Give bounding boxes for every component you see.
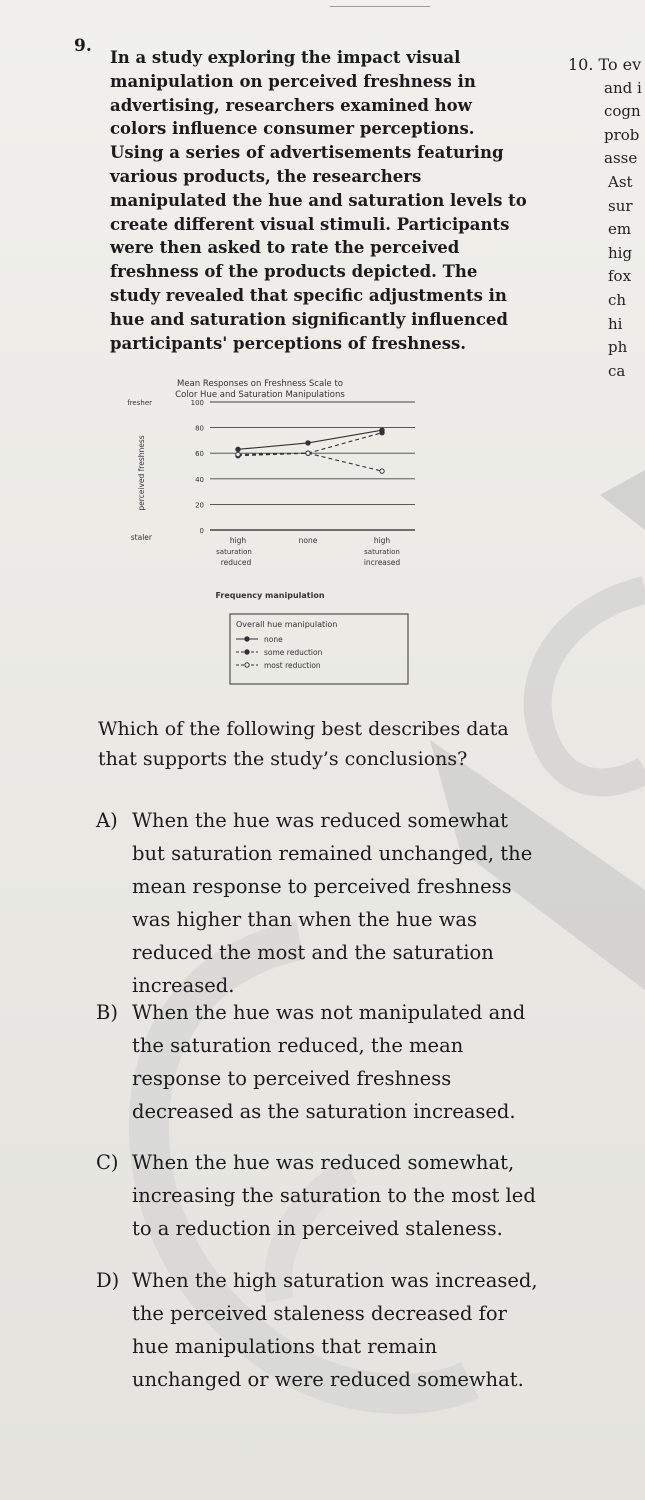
x-tick-label: none — [298, 536, 318, 545]
legend-title: Overall hue manipulation — [236, 620, 338, 629]
choice-line: decreased as the saturation increased. — [132, 1100, 516, 1123]
chart-title: Mean Responses on Freshness Scale to — [176, 379, 344, 389]
stem-line: freshness of the products depicted. The — [110, 262, 478, 282]
data-point — [306, 441, 310, 445]
data-point — [236, 452, 240, 456]
stem-line: manipulated the hue and saturation levels to — [110, 190, 527, 210]
y-tick-label: 0 — [199, 527, 204, 535]
x-tick-sublabel: increased — [363, 558, 401, 567]
choice-line: hue manipulations that remain — [132, 1335, 438, 1358]
legend-swatch-marker — [245, 637, 249, 641]
y-axis-ticks — [191, 399, 204, 535]
data-point — [236, 447, 240, 451]
question-prompt — [98, 714, 558, 774]
y-tick-label: 60 — [195, 450, 204, 459]
prompt-line: Which of the following best describes data — [98, 718, 509, 740]
choice-letter: B) — [96, 1001, 118, 1024]
legend-entry: none — [264, 635, 283, 644]
choice-line: response to perceived freshness — [132, 1067, 452, 1090]
choice-line: increased. — [132, 974, 235, 997]
stem-line: Using a series of advertisements featuring — [110, 143, 504, 163]
fragment-line: ph — [608, 338, 628, 357]
y-tick-label: 80 — [195, 424, 204, 433]
x-axis-labels — [216, 536, 400, 567]
question-number: 9. — [74, 36, 92, 56]
choice-line: When the hue was reduced somewhat — [132, 809, 508, 832]
choice-line: the saturation reduced, the mean — [132, 1034, 464, 1057]
choice-line: unchanged or were reduced somewhat. — [132, 1368, 524, 1391]
data-point — [380, 431, 384, 435]
choice-line: but saturation remained unchanged, the — [132, 842, 533, 865]
stem-line: create different visual stimuli. Participants — [110, 214, 510, 234]
page-header-rule — [330, 0, 430, 7]
choice-letter: D) — [96, 1269, 120, 1292]
data-point — [306, 451, 310, 455]
stem-line: advertising, researchers examined how — [110, 95, 472, 115]
chart-title: Color Hue and Saturation Manipulations — [175, 390, 345, 400]
stem-line: colors influence consumer perceptions. — [110, 119, 475, 139]
question-stem — [110, 46, 530, 355]
choice-letter: C) — [96, 1151, 119, 1174]
y-axis-bottom-label: staler — [130, 533, 152, 542]
data-point — [380, 469, 384, 473]
series-line-most-reduction — [238, 453, 382, 471]
choice-line: increasing the saturation to the most led — [132, 1184, 536, 1207]
choice-line: to a reduction in perceived staleness. — [132, 1217, 503, 1240]
choice-line: When the high saturation was increased, — [132, 1269, 538, 1292]
choice-line: mean response to perceived freshness — [132, 875, 512, 898]
fragment-line: Ast — [608, 172, 633, 191]
fragment-line: hi — [608, 314, 623, 333]
stem-line: study revealed that specific adjustments in — [110, 285, 507, 305]
stem-line: manipulation on perceived freshness in — [110, 71, 476, 91]
fragment-line: ch — [608, 290, 627, 309]
legend-entry: most reduction — [264, 661, 321, 670]
x-tick-label: saturation — [364, 548, 400, 556]
choice-line: reduced the most and the saturation — [132, 941, 494, 964]
y-tick-label: 20 — [195, 501, 204, 510]
choice-text — [132, 1264, 538, 1396]
choice-text — [132, 804, 532, 1002]
fragment-line: em — [608, 220, 632, 239]
stem-line: various products, the researchers — [110, 166, 422, 186]
series-line-none — [238, 430, 382, 449]
choice-text — [132, 1146, 536, 1245]
fragment-line: cogn — [604, 102, 641, 121]
x-axis-label: Frequency manipulation — [215, 591, 325, 600]
stem-line: hue and saturation significantly influenced — [110, 309, 508, 329]
fragment-line: ca — [608, 361, 626, 380]
y-tick-label: 40 — [195, 475, 204, 484]
fragment-line: asse — [604, 149, 638, 168]
legend-swatch-marker — [245, 650, 249, 654]
stem-line: participants' perceptions of freshness. — [110, 333, 467, 353]
choice-text — [132, 996, 525, 1128]
fragment-line: 10. To ev — [568, 55, 642, 74]
stem-line: In a study exploring the impact visual — [110, 48, 461, 67]
stem-line: were then asked to rate the perceived — [110, 238, 460, 258]
fragment-line: sur — [608, 196, 633, 215]
x-tick-label: saturation — [216, 548, 252, 556]
chart-series — [236, 428, 384, 473]
freshness-line-chart — [127, 378, 430, 688]
y-axis-label: perceived freshness — [137, 435, 146, 511]
y-axis-top-label: fresher — [127, 399, 152, 407]
x-tick-label: high — [373, 536, 391, 545]
choice-line: the perceived staleness decreased for — [132, 1302, 507, 1325]
choice-line: When the hue was not manipulated and — [132, 1001, 526, 1024]
fragment-line: hig — [608, 243, 633, 262]
chart-grid — [210, 402, 415, 530]
legend-swatch-marker — [245, 663, 249, 667]
fragment-line: prob — [604, 125, 640, 144]
x-tick-label: high — [229, 536, 247, 545]
x-tick-sublabel: reduced — [220, 558, 252, 567]
choice-line: was higher than when the hue was — [132, 908, 478, 931]
legend-entry: some reduction — [264, 648, 323, 657]
fragment-line: fox — [608, 267, 632, 286]
prompt-line: that supports the study’s conclusions? — [98, 748, 468, 770]
y-tick-label: 100 — [190, 399, 204, 407]
chart-legend — [230, 614, 408, 684]
choice-line: When the hue was reduced somewhat, — [132, 1151, 515, 1174]
choice-letter: A) — [96, 809, 118, 832]
chart-svg — [127, 378, 430, 688]
fragment-line: and i — [604, 78, 642, 97]
next-question-fragment — [568, 53, 645, 383]
